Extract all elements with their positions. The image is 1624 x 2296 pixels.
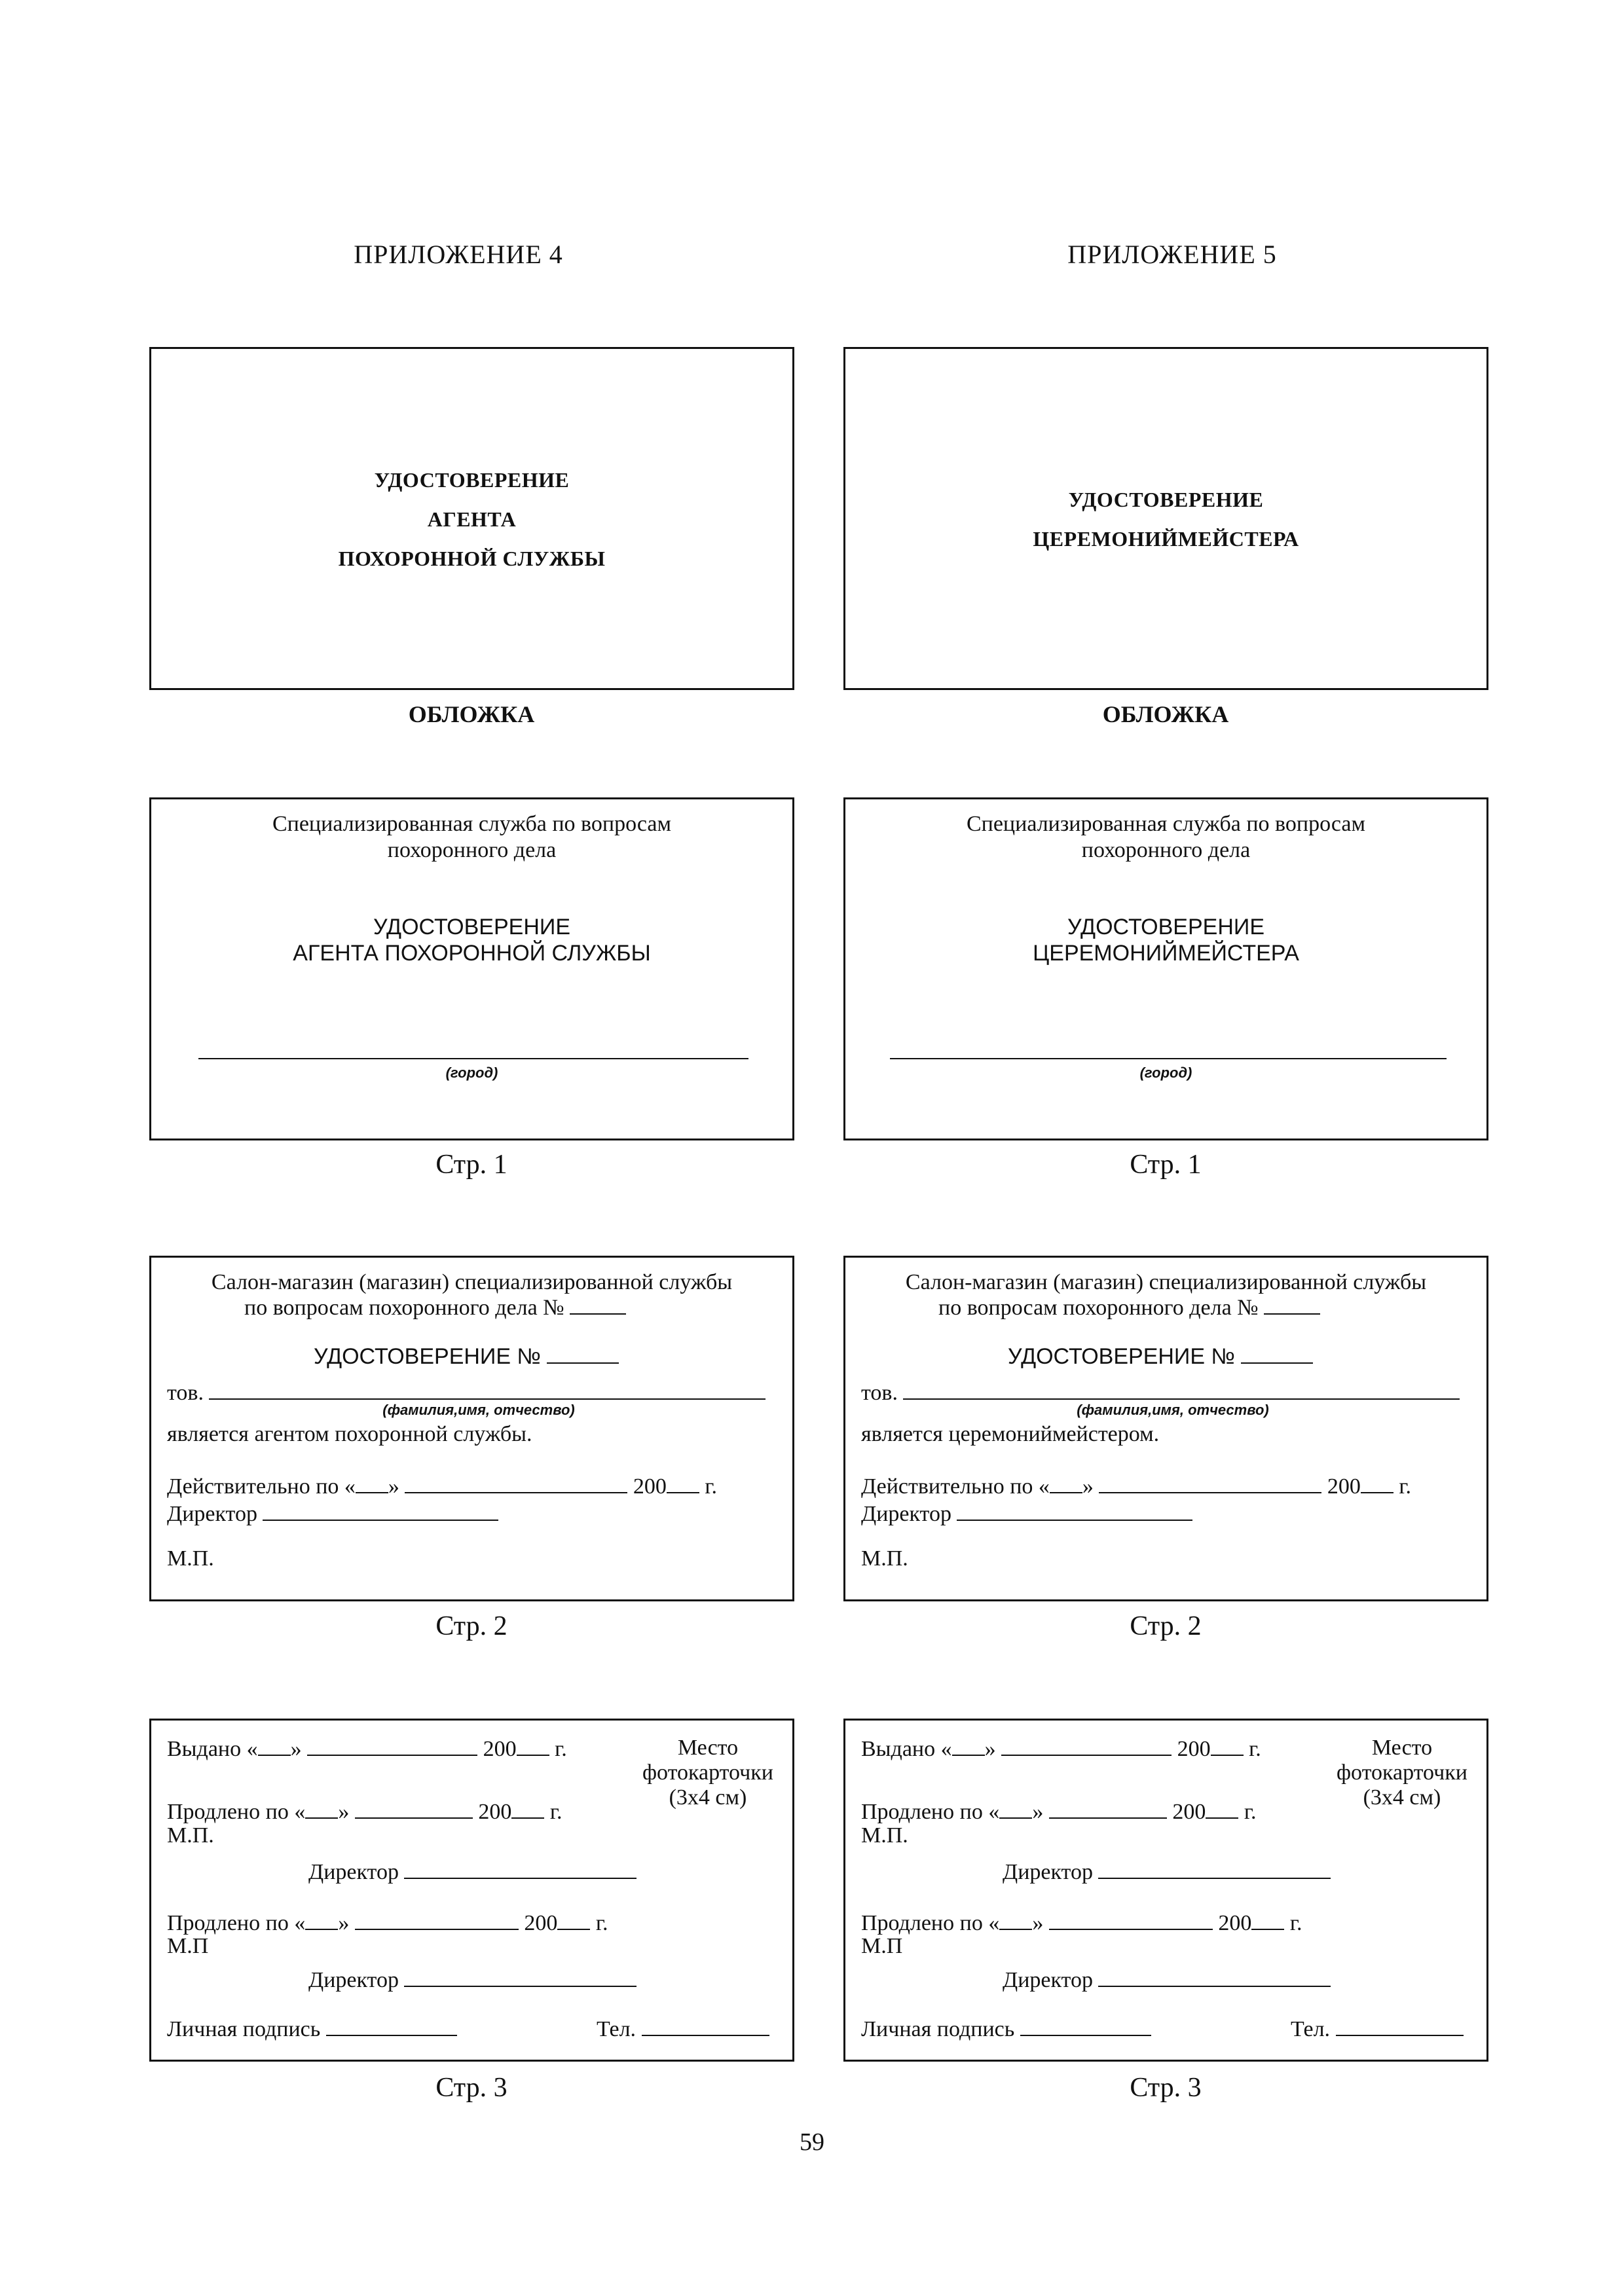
right-page2-tov: тов. [861, 1381, 898, 1405]
right-cover-line2: ЦЕРЕМОНИЙМЕЙСТЕРА [1033, 527, 1299, 551]
right-page2-certno: УДОСТОВЕРЕНИЕ № [1008, 1344, 1235, 1369]
left-page2-salon1: Салон-магазин (магазин) специализированной службы [211, 1270, 733, 1294]
right-page2-director-field[interactable] [957, 1500, 1192, 1521]
left-page3-ext1-day-field[interactable] [305, 1798, 338, 1819]
left-page3-director2: Директор [308, 1968, 399, 1992]
left-page3-tel: Тел. [597, 2017, 637, 2041]
right-page2-valid-suffix: г. [1399, 1474, 1412, 1499]
right-page3-director1: Директор [1003, 1860, 1093, 1884]
right-page3-signature-row [861, 2015, 1151, 2043]
left-page2-certno-field[interactable] [547, 1343, 619, 1364]
right-page3-caption: Стр. 3 [1130, 2073, 1202, 2103]
left-page3-issued-row [167, 1735, 567, 1762]
left-page3-ext1-year-field[interactable] [511, 1798, 544, 1819]
right-page2-fio-field[interactable] [903, 1379, 1460, 1400]
left-page2-valid-mid: » [388, 1474, 399, 1499]
left-page3-issued-mid: » [290, 1737, 302, 1761]
right-page3-tel-row [1291, 2015, 1464, 2043]
right-page3-issued-prefix: Выдано « [861, 1737, 952, 1761]
right-page2-valid-year-field[interactable] [1361, 1472, 1393, 1493]
right-page3-director2: Директор [1003, 1968, 1093, 1992]
right-page3-ext2-mid: » [1032, 1911, 1044, 1935]
right-page1-org1: Специализированная служба по вопросам [966, 812, 1366, 836]
left-page1-org1: Специализированная служба по вопросам [272, 812, 672, 836]
right-page2-box [843, 1256, 1488, 1601]
right-page3-ext2-prefix: Продлено по « [861, 1911, 1000, 1935]
left-page1-title1: УДОСТОВЕРЕНИЕ [373, 915, 571, 939]
appendix-4-heading: ПРИЛОЖЕНИЕ 4 [354, 240, 563, 269]
left-cover-caption: ОБЛОЖКА [408, 701, 535, 727]
left-page2-director-row [167, 1500, 498, 1527]
left-page2-certno: УДОСТОВЕРЕНИЕ № [314, 1344, 541, 1369]
right-page3-ext2-row [861, 1909, 1302, 1937]
left-page3-photo2: фотокарточки [642, 1760, 773, 1785]
left-page3-signature-row [167, 2015, 457, 2043]
left-page3-ext1-g: г. [549, 1800, 563, 1824]
left-page2-mp: М.П. [167, 1546, 214, 1571]
left-page1-city-line [198, 1058, 748, 1059]
right-page1-title1: УДОСТОВЕРЕНИЕ [1067, 915, 1265, 939]
right-page1-city-line [890, 1058, 1447, 1059]
left-page3-ext1-row [167, 1798, 562, 1825]
left-page3-issued-year-field[interactable] [517, 1735, 549, 1756]
left-page3-mp1: М.П. [167, 1823, 214, 1848]
left-page3-issued-month-field[interactable] [307, 1735, 477, 1756]
left-page2-valid-month-field[interactable] [405, 1472, 627, 1493]
left-page2-valid-day-field[interactable] [356, 1472, 388, 1493]
left-page3-signature-field[interactable] [326, 2015, 457, 2036]
left-page3-director1: Директор [308, 1860, 399, 1884]
left-cover-line1: УДОСТОВЕРЕНИЕ [374, 468, 570, 492]
right-page3-ext1-mid: » [1032, 1800, 1044, 1824]
right-page2-salon-no-field[interactable] [1264, 1294, 1320, 1315]
left-page3-ext2-row [167, 1909, 608, 1937]
right-page3-ext1-g: г. [1244, 1800, 1257, 1824]
left-page3-issued-g: г. [555, 1737, 567, 1761]
right-page3-ext2-year: 200 [1218, 1911, 1252, 1935]
left-page3-ext2-g: г. [595, 1911, 608, 1935]
left-page2-salon-no-field[interactable] [570, 1294, 626, 1315]
right-page3-director1-row [1003, 1858, 1331, 1886]
left-page2-valid-year: 200 [633, 1474, 667, 1499]
right-page3-ext1-day-field[interactable] [999, 1798, 1032, 1819]
right-page3-tel: Тел. [1291, 2017, 1331, 2041]
right-page3-tel-field[interactable] [1336, 2015, 1464, 2036]
left-page3-ext1-prefix: Продлено по « [167, 1800, 306, 1824]
left-page2-director-field[interactable] [263, 1500, 498, 1521]
left-page3-tel-field[interactable] [642, 2015, 769, 2036]
left-page3-ext2-prefix: Продлено по « [167, 1911, 306, 1935]
left-cover-line2: АГЕНТА [427, 507, 517, 531]
left-page3-mp2: М.П [167, 1934, 209, 1958]
right-page1-caption: Стр. 1 [1130, 1150, 1202, 1180]
right-page3-director2-row [1003, 1966, 1331, 1994]
left-page3-director1-row [308, 1858, 637, 1886]
left-page3-photo3: (3х4 см) [669, 1785, 747, 1810]
left-page3-caption: Стр. 3 [435, 2073, 507, 2103]
right-page2-director: Директор [861, 1502, 951, 1526]
right-page3-ext2-day-field[interactable] [999, 1909, 1032, 1930]
right-page3-issued-year: 200 [1177, 1737, 1211, 1761]
right-page1-org2: похоронного дела [1081, 838, 1251, 862]
right-page2-caption: Стр. 2 [1130, 1611, 1202, 1641]
left-page1-title2: АГЕНТА ПОХОРОННОЙ СЛУЖБЫ [293, 941, 651, 966]
right-page1-box [843, 797, 1488, 1140]
left-page1-caption: Стр. 1 [435, 1150, 507, 1180]
right-page3-issued-month-field[interactable] [1001, 1735, 1172, 1756]
right-page3-photo3: (3х4 см) [1363, 1785, 1441, 1810]
right-page3-ext1-prefix: Продлено по « [861, 1800, 1000, 1824]
right-page3-director2-field[interactable] [1098, 1966, 1331, 1987]
left-page3-ext2-mid: » [338, 1911, 350, 1935]
left-cover-line3: ПОХОРОННОЙ СЛУЖБЫ [338, 547, 606, 570]
right-page3-issued-mid: » [984, 1737, 996, 1761]
left-page3-photo1: Место [677, 1736, 739, 1760]
left-page3-director1-field[interactable] [404, 1858, 637, 1879]
left-page1-org2: похоронного дела [387, 838, 557, 862]
right-page2-valid-year: 200 [1327, 1474, 1361, 1499]
left-page3-ext1-year: 200 [478, 1800, 512, 1824]
right-page3-box [843, 1719, 1488, 2062]
right-page3-ext2-month-field[interactable] [1049, 1909, 1213, 1930]
right-page2-valid-day-field[interactable] [1050, 1472, 1082, 1493]
right-cover-box [843, 347, 1488, 690]
left-page2-valid-prefix: Действительно по « [167, 1474, 356, 1499]
right-page3-issued-row [861, 1735, 1261, 1762]
right-page2-valid-month-field[interactable] [1099, 1472, 1321, 1493]
right-page2-director-row [861, 1500, 1192, 1527]
left-page2-valid-suffix: г. [705, 1474, 718, 1499]
right-page2-certno-field[interactable] [1241, 1343, 1313, 1364]
left-page3-director2-field[interactable] [404, 1966, 637, 1987]
right-page2-valid-row [861, 1472, 1411, 1500]
left-page2-box [149, 1256, 794, 1601]
left-page3-tel-row [597, 2015, 769, 2043]
right-page3-ext1-year-field[interactable] [1206, 1798, 1238, 1819]
left-page3-ext2-day-field[interactable] [305, 1909, 338, 1930]
left-page3-issued-year: 200 [483, 1737, 517, 1761]
left-page3-ext2-month-field[interactable] [355, 1909, 519, 1930]
left-page3-ext1-month-field[interactable] [355, 1798, 473, 1819]
left-page3-ext2-year-field[interactable] [557, 1909, 590, 1930]
right-page2-role: является церемониймейстером. [861, 1422, 1160, 1446]
page-number: 59 [800, 2128, 824, 2156]
left-page3-ext1-mid: » [338, 1800, 350, 1824]
left-page2-certno-row [314, 1343, 619, 1370]
left-page3-issued-prefix: Выдано « [167, 1737, 258, 1761]
right-page3-ext2-year-field[interactable] [1251, 1909, 1284, 1930]
left-page3-issued-day-field[interactable] [258, 1735, 291, 1756]
right-page2-certno-row [1008, 1343, 1313, 1370]
right-page2-valid-prefix: Действительно по « [861, 1474, 1050, 1499]
right-page3-ext2-g: г. [1289, 1911, 1302, 1935]
right-cover-line1: УДОСТОВЕРЕНИЕ [1068, 488, 1264, 511]
left-page3-box [149, 1719, 794, 2062]
left-page2-valid-row [167, 1472, 717, 1500]
right-page2-salon2: по вопросам похоронного дела № [938, 1296, 1259, 1320]
left-page2-caption: Стр. 2 [435, 1611, 507, 1641]
right-page2-mp: М.П. [861, 1546, 908, 1571]
left-page2-salon2: по вопросам похоронного дела № [244, 1296, 564, 1320]
right-page3-director1-field[interactable] [1098, 1858, 1331, 1879]
left-page2-role: является агентом похоронной службы. [167, 1422, 532, 1446]
right-page3-ext1-row [861, 1798, 1256, 1825]
left-page1-city-hint: (город) [445, 1065, 498, 1081]
left-page3-director2-row [308, 1966, 637, 1994]
right-page3-issued-year-field[interactable] [1211, 1735, 1244, 1756]
left-page2-director: Директор [167, 1502, 257, 1526]
right-page2-fio-hint: (фамилия,имя, отчество) [1077, 1402, 1269, 1418]
left-page1-box [149, 797, 794, 1140]
right-page3-photo1: Место [1371, 1736, 1433, 1760]
left-page2-fio-hint: (фамилия,имя, отчество) [382, 1402, 575, 1418]
appendix-5-heading: ПРИЛОЖЕНИЕ 5 [1067, 240, 1277, 269]
left-page2-salon2-row [244, 1294, 626, 1321]
right-page3-signature: Личная подпись [861, 2017, 1015, 2041]
left-page2-valid-year-field[interactable] [667, 1472, 699, 1493]
right-page3-ext1-month-field[interactable] [1049, 1798, 1167, 1819]
left-page3-ext2-year: 200 [524, 1911, 558, 1935]
left-cover-box [149, 347, 794, 690]
right-page3-photo2: фотокарточки [1337, 1760, 1467, 1785]
right-page1-city-hint: (город) [1139, 1065, 1192, 1081]
right-page3-issued-day-field[interactable] [952, 1735, 985, 1756]
right-page2-valid-mid: » [1082, 1474, 1094, 1499]
right-page1-title2: ЦЕРЕМОНИЙМЕЙСТЕРА [1033, 941, 1299, 966]
right-page3-signature-field[interactable] [1020, 2015, 1151, 2036]
left-page3-signature: Личная подпись [167, 2017, 321, 2041]
right-page3-mp2: М.П [861, 1934, 903, 1958]
right-page3-issued-g: г. [1249, 1737, 1261, 1761]
left-page2-tov: тов. [167, 1381, 204, 1405]
right-cover-caption: ОБЛОЖКА [1102, 701, 1229, 727]
right-page3-ext1-year: 200 [1172, 1800, 1206, 1824]
right-page3-mp1: М.П. [861, 1823, 908, 1848]
right-page2-salon1: Салон-магазин (магазин) специализированной службы [905, 1270, 1427, 1294]
left-page2-fio-field[interactable] [209, 1379, 766, 1400]
right-page2-salon2-row [938, 1294, 1320, 1321]
